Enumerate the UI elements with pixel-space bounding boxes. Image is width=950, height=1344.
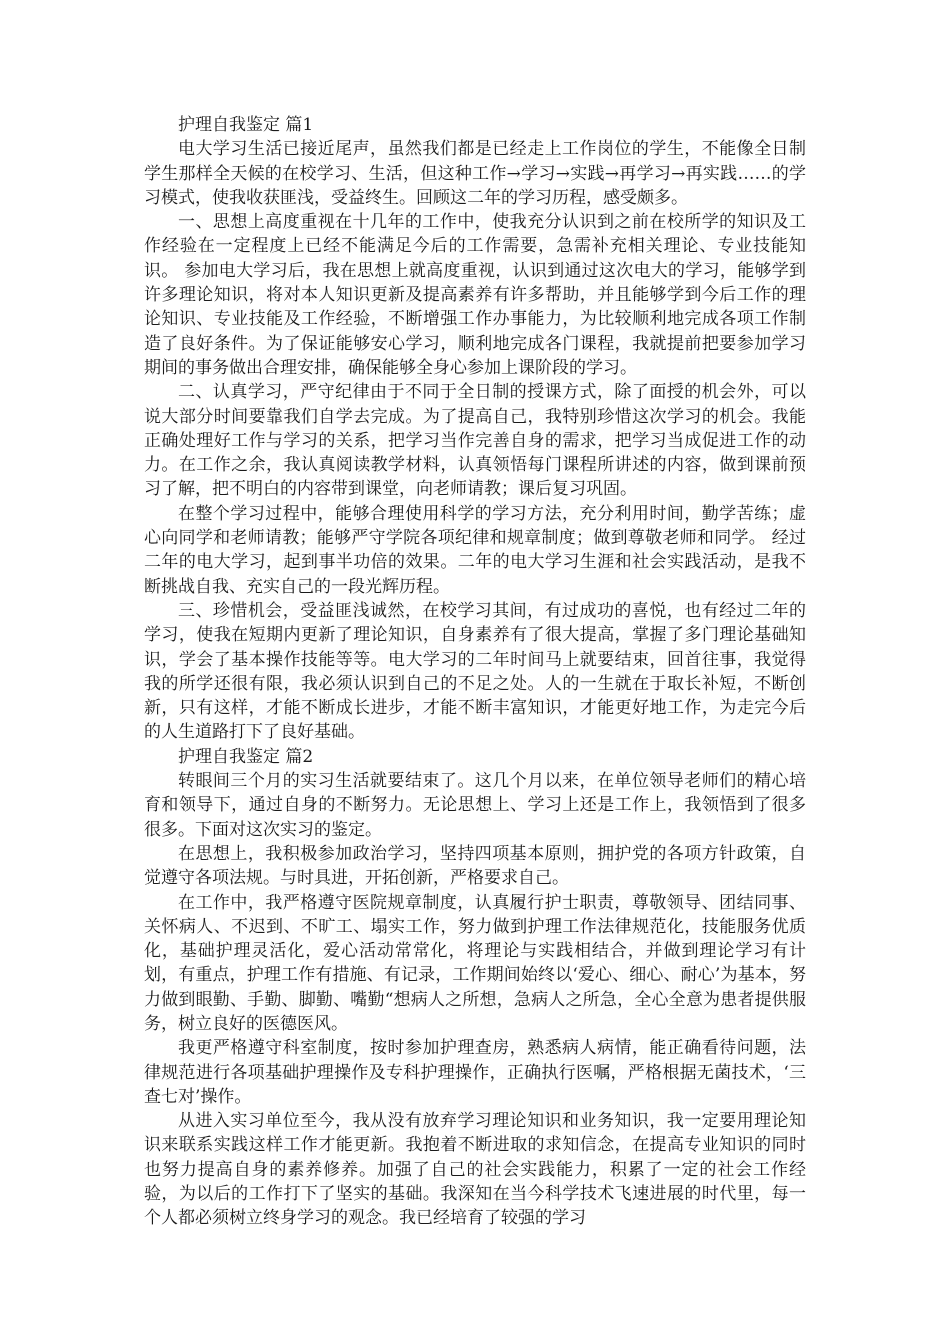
paragraph: 在整个学习过程中，能够合理使用科学的学习方法，充分利用时间，勤学苦练；虚心向同学和老师请教；能够严守学院各项纪律和规章制度；做到尊敬老师和同学。 经过二年的电大学习，起到事半功倍的效果。二年的电大学习生涯和社会实践活动，是我不断挑战自我、充实自己的一段光辉历程。 bbox=[144, 503, 806, 597]
paragraph: 电大学习生活已接近尾声，虽然我们都是已经走上工作岗位的学生，不能像全日制学生那样全天候的在校学习、生活，但这种工作→学习→实践→再学习→再实践……的学习模式，使我收获匪浅，受益终生。回顾这二年的学习历程，感受颇多。 bbox=[144, 139, 806, 208]
paragraph: 在工作中，我严格遵守医院规章制度，认真履行护士职责，尊敬领导、团结同事、关怀病人、不迟到、不旷工、塌实工作，努力做到护理工作法律规范化，技能服务优质化，基础护理灵活化，爱心活动常常化，将理论与实践相结合，并做到理论学习有计划，有重点，护理工作有措施、有记录，工作期间始终以‘爱心、细心、耐心’为基本，努力做到眼勤、手勤、脚勤、嘴勤“想病人之所想，急病人之所急，全心全意为患者提供服务，树立良好的医德医风。 bbox=[144, 892, 806, 1034]
paragraph: 在思想上，我积极参加政治学习，坚持四项基本原则，拥护党的各项方针政策，自觉遵守各项法规。与时具进，开拓创新，严格要求自己。 bbox=[144, 843, 806, 889]
paragraph: 三、珍惜机会，受益匪浅诚然，在校学习其间，有过成功的喜悦，也有经过二年的学习，使我在短期内更新了理论知识，自身素养有了很大提高，掌握了多门理论基础知识，学会了基本操作技能等等。电大学习的二年时间马上就要结束，回首往事，我觉得我的所学还很有限，我必须认识到自己的不足之处。人的一生就在于取长补短，不断创新，只有这样，才能不断成长进步，才能不断丰富知识，才能更好地工作，为走完今后的人生道路打下了良好基础。 bbox=[144, 600, 806, 743]
section-heading-2: 护理自我鉴定 篇2 bbox=[178, 746, 314, 767]
document-body bbox=[144, 113, 806, 1231]
paragraph: 一、思想上高度重视在十几年的工作中，使我充分认识到之前在校所学的知识及工作经验在一定程度上已经不能满足今后的工作需要，急需补充相关理论、专业技能知识。 参加电大学习后，我在思想上就高度重视，认识到通过这次电大的学习，能够学到许多理论知识，将对本人知识更新及提高素养有许多帮助，并且能够学到今后工作的理论知识、专业技能及工作经验，不断增强工作办事能力，为比较顺利地完成各项工作制造了良好条件。为了保证能够安心学习，顺利地完成各门课程，我就提前把要参加学习期间的事务做出合理安排，确保能够全身心参加上课阶段的学习。 bbox=[144, 212, 806, 378]
section-heading-1: 护理自我鉴定 篇1 bbox=[178, 115, 314, 135]
paragraph: 我更严格遵守科室制度，按时参加护理查房，熟悉病人病情，能正确看待问题，法律规范进行各项基础护理操作及专科护理操作，正确执行医嘱，严格根据无菌技术，‘三查七对’操作。 bbox=[144, 1038, 806, 1107]
paragraph: 转眼间三个月的实习生活就要结束了。这几个月以来，在单位领导老师们的精心培育和领导下，通过自身的不断努力。无论思想上、学习上还是工作上，我领悟到了很多很多。下面对这次实习的鉴定。 bbox=[144, 771, 806, 840]
paragraph: 从进入实习单位至今，我从没有放弃学习理论知识和业务知识，我一定要用理论知识来联系实践这样工作才能更新。我抱着不断进取的求知信念，在提高专业知识的同时也努力提高自身的素养修养。加强了自己的社会实践能力，积累了一定的社会工作经验，为以后的工作打下了坚实的基础。我深知在当今科学技术飞速进展的时代里，每一个人都必须树立终身学习的观念。我已经培育了较强的学习 bbox=[144, 1111, 806, 1229]
paragraph: 二、认真学习，严守纪律由于不同于全日制的授课方式，除了面授的机会外，可以说大部分时间要靠我们自学去完成。为了提高自己，我特别珍惜这次学习的机会。我能正确处理好工作与学习的关系，把学习当作完善自身的需求，把学习当成促进工作的动力。在工作之余，我认真阅读教学材料，认真领悟每门课程所讲述的内容，做到课前预习了解，把不明白的内容带到课堂，向老师请教；课后复习巩固。 bbox=[144, 382, 806, 500]
